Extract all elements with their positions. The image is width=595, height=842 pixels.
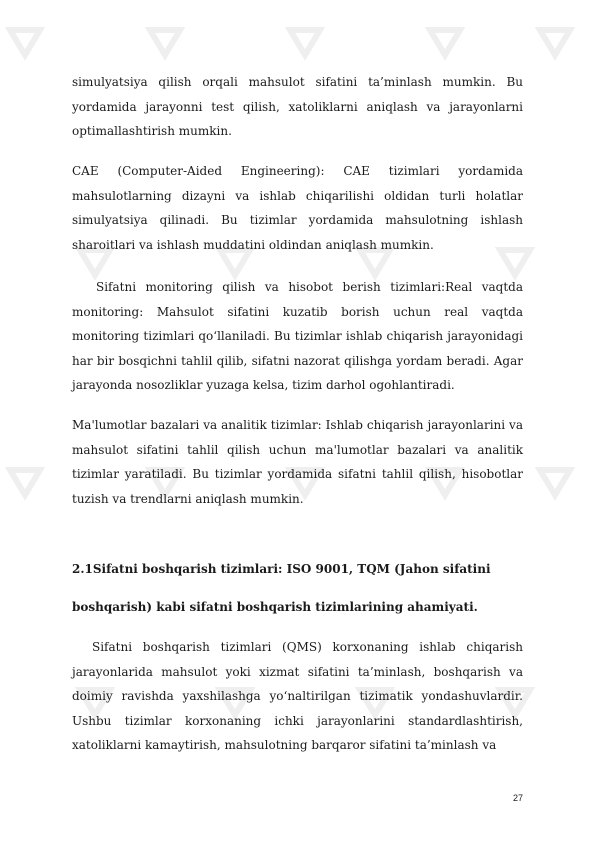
paragraph-simulation: simulyatsiya qilish orqali mahsulot sifatini ta’minlash mumkin. Bu yordamida jarayonni test qilish, xatoliklarni aniqlash va jarayonlarni optimallashtirish mumkin. xyxy=(72,75,523,138)
paragraph-monitoring: Sifatni monitoring qilish va hisobot berish tizimlari:Real vaqtda monitoring: Mahsulot sifatini kuzatib borish uchun real vaqtda monitoring tizimlari qo‘llaniladi. Bu tizimlar ishlab chiqarish jarayonidagi har bir bosqichni tahlil qilib, sifatni nazorat qilishga yordam beradi. Agar jarayonda nosozliklar yuzaga kelsa, tizim darhol ogohlantiradi. xyxy=(72,280,523,392)
paragraph-databases: Ma'lumotlar bazalari va analitik tizimlar: Ishlab chiqarish jarayonlarini va mahsulot sifatini tahlil qilish uchun ma'lumotlar bazalari va analitik tizimlar yaratiladi. Bu tizimlar yordamida sifatni tahlil qilish, hisobotlar tuzish va trendlarni aniqlash mumkin. xyxy=(72,418,523,506)
page-number: 27 xyxy=(512,793,523,803)
paragraph-qms: Sifatni boshqarish tizimlari (QMS) korxonaning ishlab chiqarish jarayonlarida mahsulot yoki xizmat sifatini ta’minlash, boshqarish va doimiy ravishda yaxshilashga yo‘naltirilgan tizimatik yondashuvlardir. Ushbu tizimlar korxonaning ichki jarayonlarini standardlashtirish, xatoliklarni kamaytirish, mahsulotning barqaror sifatini ta’minlash va xyxy=(72,640,523,752)
section-heading-line-1: 2.1Sifatni boshqarish tizimlari: ISO 9001, TQM (Jahon sifatini xyxy=(72,562,491,576)
section-heading-line-2: boshqarish) kabi sifatni boshqarish tizimlarining ahamiyati. xyxy=(72,600,478,614)
paragraph-cae: CAE (Computer-Aided Engineering): CAE tizimlari yordamida mahsulotlarning dizayni va ishlab chiqarilishi oldidan turli holatlar simulyatsiya qilinadi. Bu tizimlar yordamida mahsulotning ishlash sharoitlari va ishlash muddatini oldindan aniqlash mumkin. xyxy=(72,164,523,252)
